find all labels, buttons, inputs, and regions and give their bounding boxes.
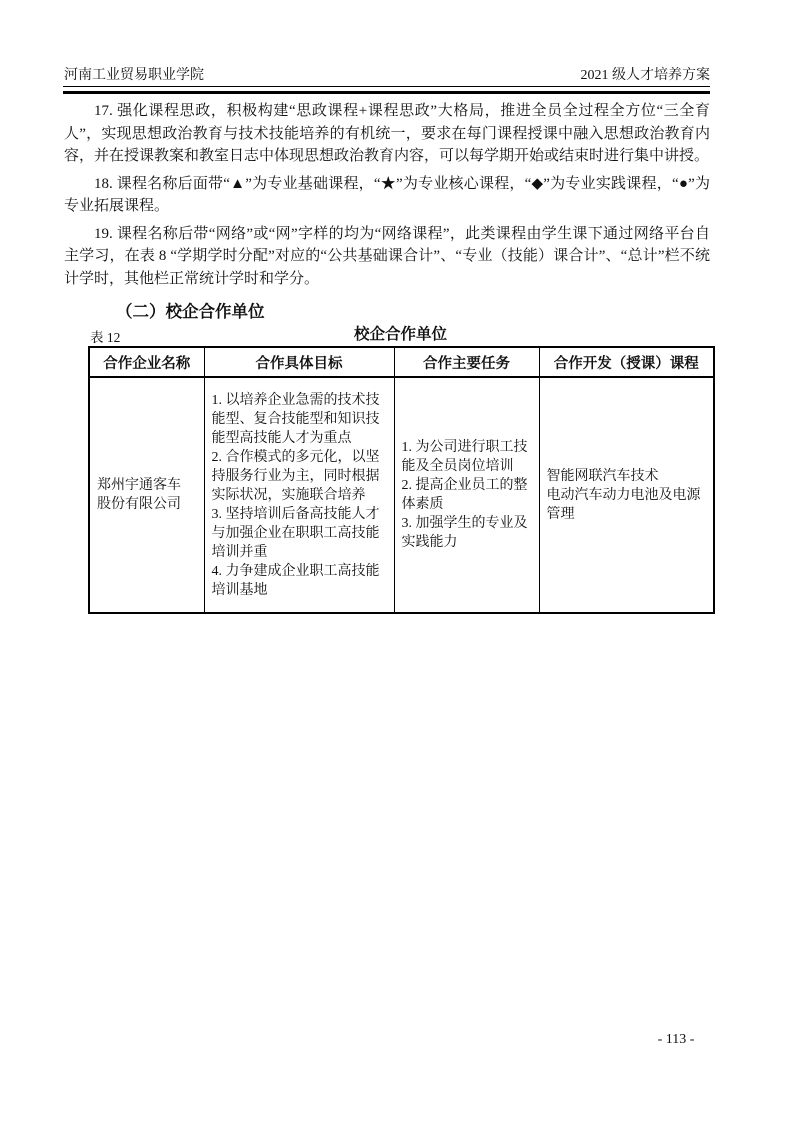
course-item: 智能网联汽车技术 <box>546 468 659 484</box>
col-header-goals: 合作具体目标 <box>204 347 394 377</box>
company-name-line: 郑州宇通客车 <box>97 478 181 493</box>
table-header-row <box>89 347 714 377</box>
table-row <box>89 377 714 613</box>
task-item: 3. 加强学生的专业及实践能力 <box>401 516 528 550</box>
table-number-label: 表 12 <box>90 330 121 345</box>
task-item: 2. 提高企业员工的整体素质 <box>401 478 528 512</box>
goal-item: 3. 坚持培训后备高技能人才与加强企业在职职工高技能培训并重 <box>211 506 380 560</box>
task-item: 1. 为公司进行职工技能及全员岗位培训 <box>401 440 528 474</box>
goal-item: 2. 合作模式的多元化，以坚持服务行业为主，同时根据实际状况，实施联合培养 <box>211 449 380 503</box>
table-title: 校企合作单位 <box>353 326 447 343</box>
paragraph-17: 17. 强化课程思政，积极构建“思政课程+课程思政”大格局，推进全员全过程全方位“三全育人”，实现思想政治教育与技术技能培养的有机统一，要求在每门课程授课中融入思想政治教育内容，并在授课教案和教室日志中体现思想政治教育内容，可以每学期开始或结束时进行集中讲授。 <box>64 103 710 164</box>
paragraph-19: 19. 课程名称后带“网络”或“网”字样的均为“网络课程”，此类课程由学生课下通过网络平台自主学习，在表 8 “学期学时分配”对应的“公共基础课合计”、“专业（技能）课合计”、“总计”栏不统计学时，其他栏正常统计学时和学分。 <box>64 225 710 287</box>
cell-goals <box>204 377 394 613</box>
page-number: - 113 - <box>657 1032 695 1047</box>
body-text <box>64 100 710 295</box>
goal-item: 4. 力争建成企业职工高技能培训基地 <box>211 563 380 598</box>
cell-company <box>89 377 204 613</box>
paragraph-18: 18. 课程名称后面带“▲”为专业基础课程，“★”为专业核心课程，“◆”为专业实践课程，“●”为专业拓展课程。 <box>64 175 710 214</box>
section-heading: （二）校企合作单位 <box>116 302 265 321</box>
cooperation-table <box>88 346 715 614</box>
col-header-courses: 合作开发（授课）课程 <box>539 347 714 377</box>
header-school-name: 河南工业贸易职业学院 <box>64 68 204 83</box>
table-caption-row <box>88 326 713 346</box>
col-header-company: 合作企业名称 <box>89 347 204 377</box>
col-header-tasks: 合作主要任务 <box>394 347 539 377</box>
course-item: 电动汽车动力电池及电源管理 <box>546 487 701 522</box>
page-header-band <box>64 68 710 84</box>
header-divider-rule <box>63 86 710 94</box>
goal-item: 1. 以培养企业急需的技术技能型、复合技能型和知识技能型高技能人才为重点 <box>211 392 380 446</box>
cell-courses <box>539 377 714 613</box>
company-name-line: 股份有限公司 <box>97 497 181 512</box>
header-doc-title: 2021 级人才培养方案 <box>580 68 710 83</box>
cell-tasks <box>394 377 539 613</box>
